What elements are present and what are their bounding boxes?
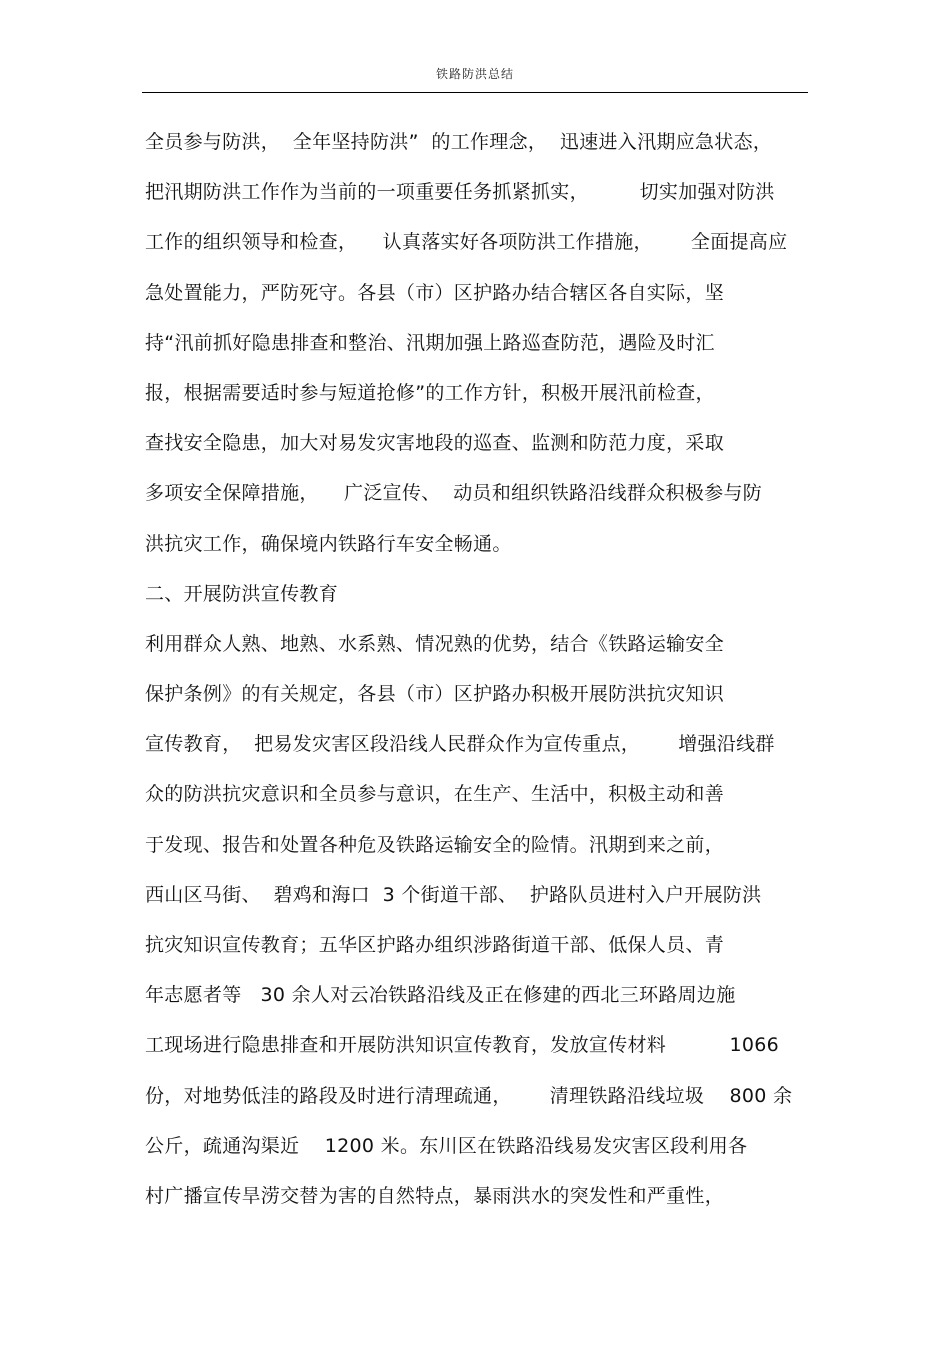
text-line: 宣传教育， 把易发灾害区段沿线人民群众作为宣传重点， 增强沿线群 [145,733,775,756]
text-line: 全员参与防洪， 全年坚持防洪” 的工作理念， 迅速进入汛期应急状态， [145,131,773,153]
text-line: 工现场进行隐患排查和开展防洪知识宣传教育，发放宣传材料 1066 [145,1034,780,1057]
text-line: 报，根据需要适时参与短道抢修”的工作方针，积极开展汛前检查， [145,381,715,404]
text-line: 多项安全保障措施， 广泛宣传、 动员和组织铁路沿线群众积极参与防 [145,482,763,505]
header-rule [142,92,808,93]
text-line: 抗灾知识宣传教育；五华区护路办组织涉路街道干部、低保人员、青 [145,934,725,956]
text-line: 众的防洪抗灾意识和全员参与意识，在生产、生活中，积极主动和善 [145,783,725,806]
text-line: 持“汛前抓好隐患排查和整治、汛期加强上路巡查防范，遇险及时汇 [145,331,715,354]
text-line: 于发现、报告和处置各种危及铁路运输安全的险情。汛期到来之前， [145,833,725,856]
text-line: 份，对地势低洼的路段及时进行清理疏通， 清理铁路沿线垃圾 800 余 [145,1084,793,1107]
text-line: 公斤，疏通沟渠近 1200 米。东川区在铁路沿线易发灾害区段利用各 [145,1134,748,1157]
running-header: 铁路防洪总结 [435,67,514,81]
text-line: 把汛期防洪工作作为当前的一项重要任务抓紧抓实， 切实加强对防洪 [145,181,775,204]
text-line: 保护条例》的有关规定，各县（市）区护路办积极开展防洪抗灾知识 [145,683,725,706]
text-line: 洪抗灾工作，确保境内铁路行车安全畅通。 [145,532,512,555]
text-line: 工作的组织领导和检查， 认真落实好各项防洪工作措施， 全面提高应 [145,231,788,254]
body-text [145,124,815,1228]
text-line: 西山区马街、 碧鸡和海口 3 个街道干部、 护路队员进村入户开展防洪 [145,883,762,906]
text-line: 急处置能力，严防死守。各县（市）区护路办结合辖区各自实际，坚 [145,281,725,304]
text-line: 查找安全隐患，加大对易发灾害地段的巡查、监测和防范力度，采取 [145,432,725,455]
text-line: 年志愿者等 30 余人对云冶铁路沿线及正在修建的西北三环路周边施 [145,984,736,1007]
text-line: 村广播宣传旱涝交替为害的自然特点，暴雨洪水的突发性和严重性， [145,1184,725,1207]
section-heading: 二、开展防洪宣传教育 [145,582,339,605]
text-line: 利用群众人熟、地熟、水系熟、情况熟的优势，结合《铁路运输安全 [145,632,725,655]
